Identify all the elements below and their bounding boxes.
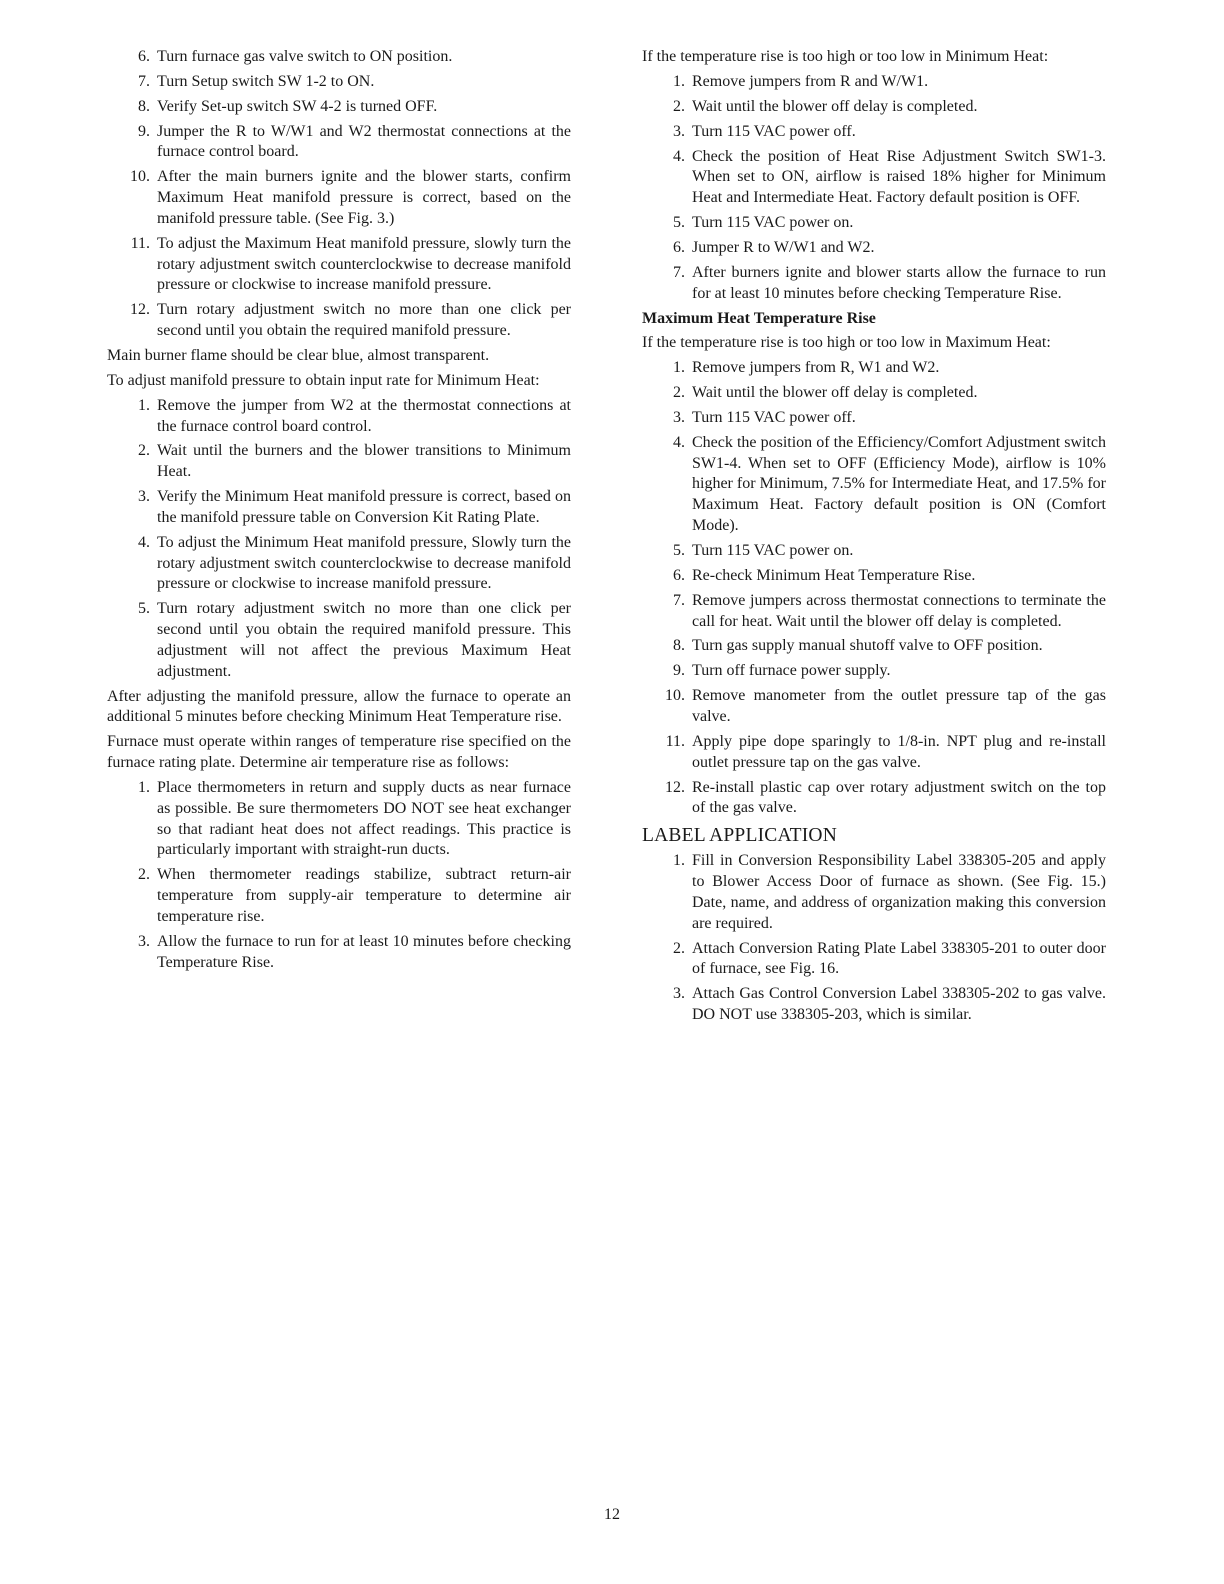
max-rise-intro: If the temperature rise is too high or too low in Maximum Heat: [642, 334, 1051, 352]
list-item-text: Verify the Minimum Heat manifold pressure is correct, based on the manifold pressure table on Conversion Kit Rating Plate. [157, 488, 571, 526]
list-item-number: 11. [130, 234, 150, 252]
left-column [107, 47, 571, 977]
list-item [107, 396, 571, 438]
list-item-number: 10. [130, 168, 150, 186]
list-item [642, 591, 1106, 633]
list-item [107, 865, 571, 927]
list-item-text: Check the position of Heat Rise Adjustment Switch SW1-3. When set to ON, airflow is raised 18% higher for Minimum Heat and Intermediate Heat. Factory default position is OFF. [692, 147, 1106, 207]
list-item-number: 7. [673, 263, 685, 281]
list-item-text: When thermometer readings stabilize, subtract return-air temperature from supply-air temperature to determine air temperature rise. [157, 866, 571, 925]
list-item-number: 12. [665, 778, 685, 796]
list-item-text: Check the position of the Efficiency/Comfort Adjustment switch SW1-4. When set to OFF (Efficiency Mode), airflow is 10% higher for Minimum, 7.5% for Intermediate Heat, and 17.5% for Maximum Heat. Factory default position is ON (Comfort Mode). [692, 433, 1106, 535]
list-item [642, 122, 1106, 143]
list-item-text: Attach Gas Control Conversion Label 338305-202 to gas valve. DO NOT use 338305-203, which is similar. [692, 985, 1106, 1024]
list-item-text: Remove jumpers from R and W/W1. [692, 72, 929, 90]
list-item-text: Turn 115 VAC power on. [692, 214, 854, 232]
max-rise-steps-list [642, 358, 1106, 819]
min-rise-steps-list [642, 72, 1106, 305]
list-item-number: 1. [673, 852, 685, 870]
list-item-text: Turn off furnace power supply. [692, 662, 891, 680]
list-item-text: Place thermometers in return and supply ducts as near furnace as possible. Be sure thermometers DO NOT see heat exchanger so that radiant heat does not affect readings. This practice is particularly important with straight-run ducts. [157, 779, 571, 859]
list-item [107, 234, 571, 296]
list-item-text: Turn gas supply manual shutoff valve to OFF position. [692, 637, 1043, 655]
list-item [107, 47, 571, 68]
list-item [642, 213, 1106, 234]
temperature-rise-steps-list [107, 778, 571, 973]
after-adjust-note: After adjusting the manifold pressure, allow the furnace to operate an additional 5 minutes before checking Minimum Heat Temperature rise. [107, 687, 571, 726]
min-rise-intro: If the temperature rise is too high or too low in Minimum Heat: [642, 48, 1049, 65]
list-item [642, 984, 1106, 1026]
list-item-text: Turn furnace gas valve switch to ON position. [157, 48, 453, 65]
list-item-number: 6. [673, 566, 685, 584]
list-item-text: Turn 115 VAC power off. [692, 122, 856, 140]
list-item [107, 122, 571, 164]
list-item [642, 939, 1106, 981]
list-item [642, 566, 1106, 587]
list-item [642, 433, 1106, 537]
list-item [642, 778, 1106, 820]
list-item-number: 8. [673, 637, 685, 655]
list-item-number: 3. [673, 985, 685, 1003]
list-item-text: Turn 115 VAC power off. [692, 408, 856, 426]
list-item-text: Wait until the burners and the blower transitions to Minimum Heat. [157, 442, 571, 481]
list-item [642, 732, 1106, 774]
list-item-number: 3. [673, 408, 685, 426]
list-item-text: Apply pipe dope sparingly to 1/8-in. NPT plug and re-install outlet pressure tap on the gas valve. [692, 732, 1106, 771]
list-item-text: To adjust the Maximum Heat manifold pressure, slowly turn the rotary adjustment switch counterclockwise to decrease manifold pressure or clockwise to increase manifold pressure. [157, 234, 571, 294]
list-item-number: 1. [138, 396, 150, 414]
list-item-number: 3. [138, 932, 150, 950]
list-item [107, 533, 571, 595]
list-item-text: Verify Set-up switch SW 4-2 is turned OFF. [157, 97, 438, 115]
list-item [642, 383, 1106, 404]
list-item-text: Fill in Conversion Responsibility Label 338305-205 and apply to Blower Access Door of furnace as shown. (See Fig. 15.) Date, name, and address of organization making this conversion are required. [692, 852, 1106, 932]
list-item-text: After burners ignite and blower starts allow the furnace to run for at least 10 minutes before checking Temperature Rise. [692, 263, 1106, 302]
list-item [642, 661, 1106, 682]
list-item-number: 2. [673, 939, 685, 957]
right-column [642, 47, 1106, 1030]
list-item [642, 72, 1106, 93]
page-number-text: 12 [604, 1506, 620, 1523]
list-item-text: Remove the jumper from W2 at the thermostat connections at the furnace control board control. [157, 396, 571, 435]
list-item-number: 11. [665, 732, 685, 750]
list-item-number: 4. [138, 533, 150, 551]
list-item-text: Turn rotary adjustment switch no more than one click per second until you obtain the required manifold pressure. This adjustment will not affect the previous Maximum Heat adjustment. [157, 600, 571, 680]
label-application-heading: LABEL APPLICATION [642, 825, 837, 847]
list-item-text: Jumper R to W/W1 and W2. [692, 238, 875, 256]
list-item-number: 9. [673, 662, 685, 680]
list-item-number: 4. [673, 433, 685, 451]
list-item-number: 1. [138, 779, 150, 796]
list-item-text: Jumper the R to W/W1 and W2 thermostat connections at the furnace control board. [157, 122, 571, 161]
list-item [107, 97, 571, 118]
startup-steps-list [107, 47, 571, 342]
list-item [642, 358, 1106, 379]
list-item [642, 541, 1106, 562]
list-item-number: 6. [673, 238, 685, 256]
list-item [107, 167, 571, 229]
list-item-text: After the main burners ignite and the blower starts, confirm Maximum Heat manifold pressure is correct, based on the manifold pressure table. (See Fig. 3.) [157, 168, 571, 227]
list-item [107, 300, 571, 342]
list-item-text: Wait until the blower off delay is completed. [692, 97, 978, 115]
list-item-number: 1. [673, 359, 685, 377]
list-item [642, 97, 1106, 118]
list-item-number: 5. [673, 541, 685, 559]
list-item-number: 3. [138, 488, 150, 506]
label-application-steps-list [642, 851, 1106, 1026]
list-item [107, 599, 571, 682]
list-item-number: 1. [673, 72, 685, 90]
list-item [642, 147, 1106, 209]
list-item [642, 636, 1106, 657]
list-item-text: To adjust the Minimum Heat manifold pressure, Slowly turn the rotary adjustment switch counterclockwise to decrease manifold pressure or clockwise to increase manifold pressure. [157, 533, 571, 593]
list-item [642, 408, 1106, 429]
list-item-text: Remove manometer from the outlet pressure tap of the gas valve. [692, 687, 1106, 725]
list-item-number: 2. [138, 442, 150, 460]
list-item-number: 8. [138, 97, 150, 115]
list-item-number: 4. [673, 147, 685, 165]
list-item-text: Re-install plastic cap over rotary adjustment switch on the top of the gas valve. [692, 778, 1106, 817]
list-item-number: 12. [130, 301, 150, 319]
list-item [107, 72, 571, 93]
list-item [642, 851, 1106, 934]
list-item-text: Turn Setup switch SW 1-2 to ON. [157, 72, 375, 90]
list-item-number: 7. [138, 72, 150, 90]
list-item-number: 2. [673, 97, 685, 115]
list-item-number: 2. [138, 866, 150, 884]
list-item-text: Remove jumpers across thermostat connections to terminate the call for heat. Wait until the blower off delay is completed. [692, 591, 1106, 630]
list-item [642, 686, 1106, 728]
list-item-number: 7. [673, 591, 685, 609]
list-item [642, 238, 1106, 259]
list-item-text: Turn 115 VAC power on. [692, 541, 854, 559]
list-item-text: Allow the furnace to run for at least 10 minutes before checking Temperature Rise. [157, 932, 571, 971]
flame-note: Main burner flame should be clear blue, almost transparent. [107, 347, 490, 365]
temperature-rise-intro: Furnace must operate within ranges of temperature rise specified on the furnace rating plate. Determine air temperature rise as follows: [107, 733, 571, 772]
list-item-text: Wait until the blower off delay is completed. [692, 384, 978, 402]
list-item-text: Turn rotary adjustment switch no more than one click per second until you obtain the required manifold pressure. [157, 301, 571, 340]
list-item-text: Remove jumpers from R, W1 and W2. [692, 359, 940, 377]
list-item-number: 6. [138, 48, 150, 65]
list-item-text: Attach Conversion Rating Plate Label 338305-201 to outer door of furnace, see Fig. 16. [692, 939, 1106, 978]
min-heat-intro: To adjust manifold pressure to obtain input rate for Minimum Heat: [107, 371, 540, 389]
list-item [642, 263, 1106, 305]
list-item [107, 778, 571, 861]
list-item [107, 487, 571, 529]
list-item-number: 3. [673, 122, 685, 140]
max-rise-subheading: Maximum Heat Temperature Rise [642, 309, 876, 327]
list-item-number: 2. [673, 384, 685, 402]
list-item-number: 5. [138, 600, 150, 618]
list-item [107, 932, 571, 974]
page-number [0, 1505, 1224, 1525]
list-item-number: 10. [665, 687, 685, 705]
list-item-number: 5. [673, 214, 685, 232]
list-item [107, 441, 571, 483]
list-item-text: Re-check Minimum Heat Temperature Rise. [692, 566, 976, 584]
min-heat-steps-list [107, 396, 571, 683]
list-item-number: 9. [138, 122, 150, 140]
